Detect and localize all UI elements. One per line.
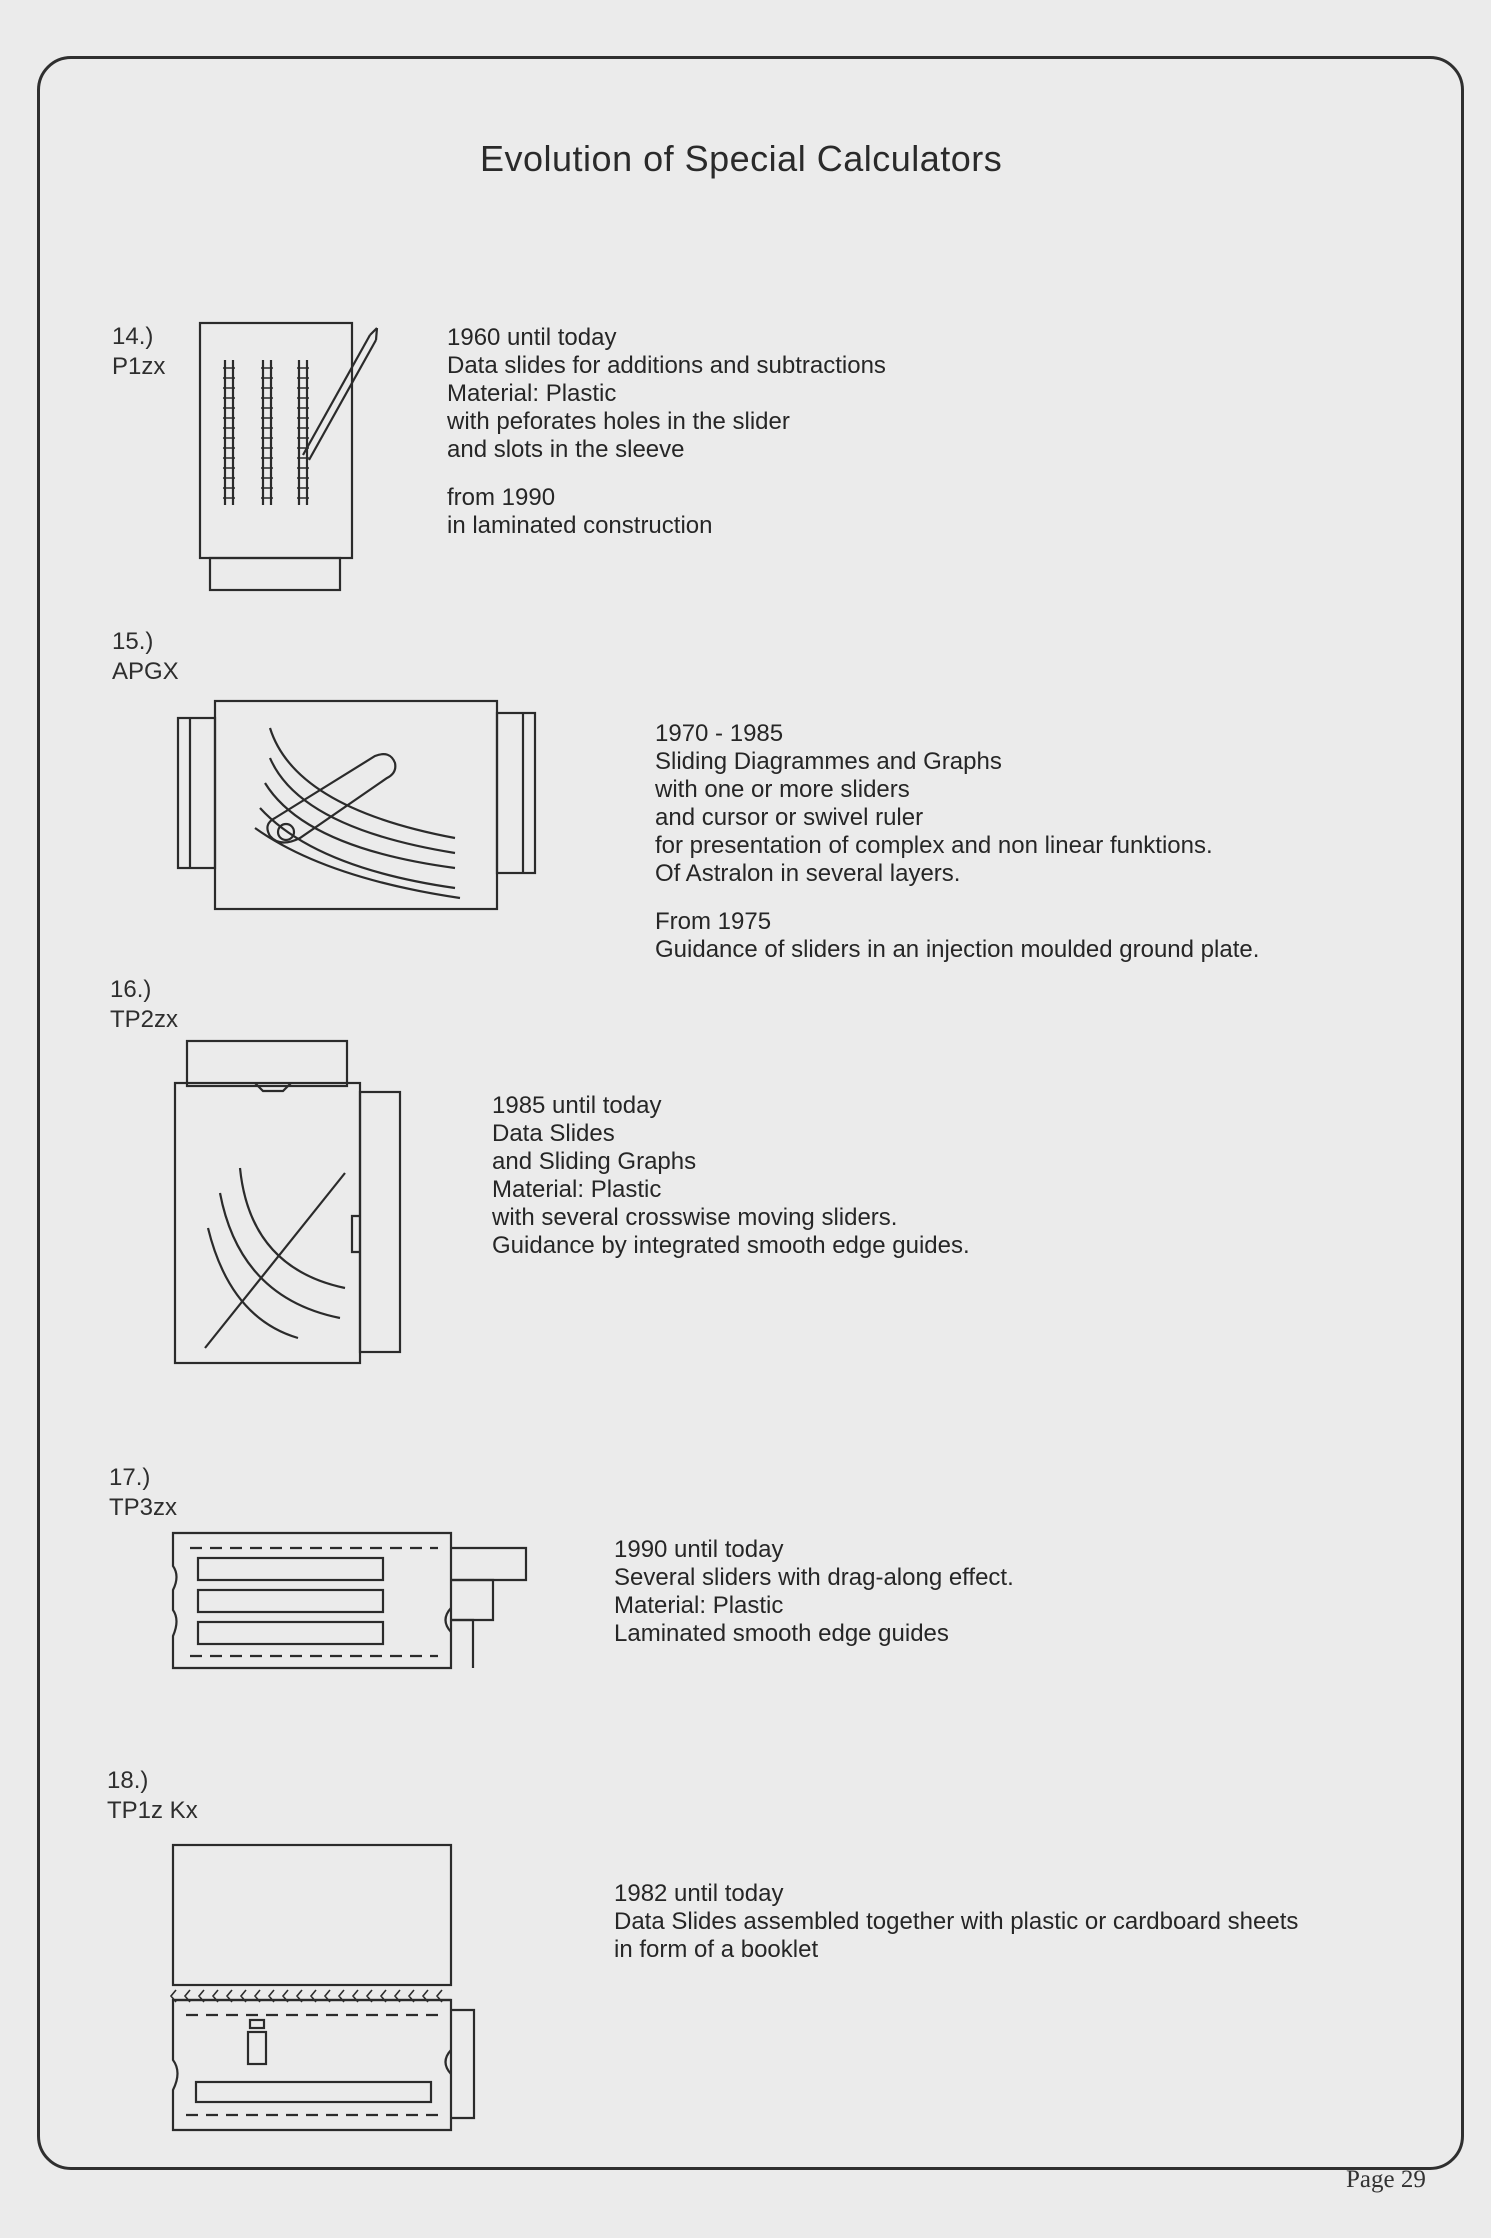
item-code: TP3zx bbox=[109, 1494, 178, 1521]
desc-line: and Sliding Graphs bbox=[492, 1148, 697, 1175]
item-17-label bbox=[109, 1463, 177, 1523]
desc-line: Material: Plastic bbox=[492, 1176, 662, 1203]
item-number: 16.) bbox=[110, 976, 152, 1003]
item-15-description bbox=[655, 720, 1259, 964]
desc-line: in form of a booklet bbox=[614, 1936, 819, 1963]
item-number: 17.) bbox=[109, 1464, 151, 1491]
item-code: TP1z Kx bbox=[107, 1797, 198, 1824]
item-15-label bbox=[112, 627, 179, 687]
desc-line: 1970 - 1985 bbox=[655, 720, 784, 747]
desc-line: and cursor or swivel ruler bbox=[655, 804, 924, 831]
desc-line: From 1975 bbox=[655, 908, 772, 935]
desc-line: 1990 until today bbox=[614, 1536, 784, 1563]
item-17-illustration bbox=[168, 1528, 538, 1673]
item-18-illustration bbox=[168, 1840, 488, 2135]
item-code: APGX bbox=[112, 658, 179, 685]
item-18-description bbox=[614, 1880, 1298, 1964]
item-code: TP2zx bbox=[110, 1006, 179, 1033]
desc-line: in laminated construction bbox=[447, 512, 713, 539]
desc-line: Data slides for additions and subtractions bbox=[447, 352, 886, 379]
desc-line: for presentation of complex and non linear funktions. bbox=[655, 832, 1213, 859]
page-number: Page 29 bbox=[1346, 2166, 1426, 2193]
item-number: 15.) bbox=[112, 628, 154, 655]
page-title: Evolution of Special Calculators bbox=[480, 138, 1003, 179]
item-16-label bbox=[110, 975, 178, 1035]
desc-line: from 1990 bbox=[447, 484, 556, 511]
item-15-illustration bbox=[175, 698, 540, 913]
slider-strip-1 bbox=[223, 360, 235, 505]
item-number: 18.) bbox=[107, 1767, 149, 1794]
desc-line: Guidance by integrated smooth edge guides. bbox=[492, 1232, 970, 1259]
desc-line: Guidance of sliders in an injection moulded ground plate. bbox=[655, 936, 1260, 963]
desc-line: Data Slides assembled together with plastic or cardboard sheets bbox=[614, 1908, 1299, 1935]
slider-strip-2 bbox=[261, 360, 273, 505]
stylus bbox=[303, 328, 377, 460]
item-16-illustration bbox=[170, 1038, 410, 1368]
item-14-label bbox=[112, 322, 165, 382]
desc-line: Of Astralon in several layers. bbox=[655, 860, 961, 887]
desc-line: Sliding Diagrammes and Graphs bbox=[655, 748, 1002, 775]
desc-line: 1982 until today bbox=[614, 1880, 784, 1907]
desc-line: Several sliders with drag-along effect. bbox=[614, 1564, 1014, 1591]
item-14-description bbox=[447, 324, 886, 540]
desc-line: with several crosswise moving sliders. bbox=[492, 1204, 898, 1231]
desc-line: with one or more sliders bbox=[655, 776, 910, 803]
item-17-description bbox=[614, 1536, 1014, 1648]
item-16-description bbox=[492, 1092, 970, 1260]
item-code: P1zx bbox=[112, 353, 166, 380]
desc-line: Material: Plastic bbox=[614, 1592, 784, 1619]
slider-strip-3 bbox=[297, 360, 309, 505]
item-18-label bbox=[107, 1766, 198, 1826]
desc-line: 1985 until today bbox=[492, 1092, 662, 1119]
item-14-illustration bbox=[195, 320, 385, 595]
desc-line: and slots in the sleeve bbox=[447, 436, 685, 463]
desc-line: Laminated smooth edge guides bbox=[614, 1620, 949, 1647]
item-number: 14.) bbox=[112, 323, 154, 350]
desc-line: Material: Plastic bbox=[447, 380, 617, 407]
desc-line: 1960 until today bbox=[447, 324, 617, 351]
desc-line: with peforates holes in the slider bbox=[447, 408, 790, 435]
desc-line: Data Slides bbox=[492, 1120, 615, 1147]
